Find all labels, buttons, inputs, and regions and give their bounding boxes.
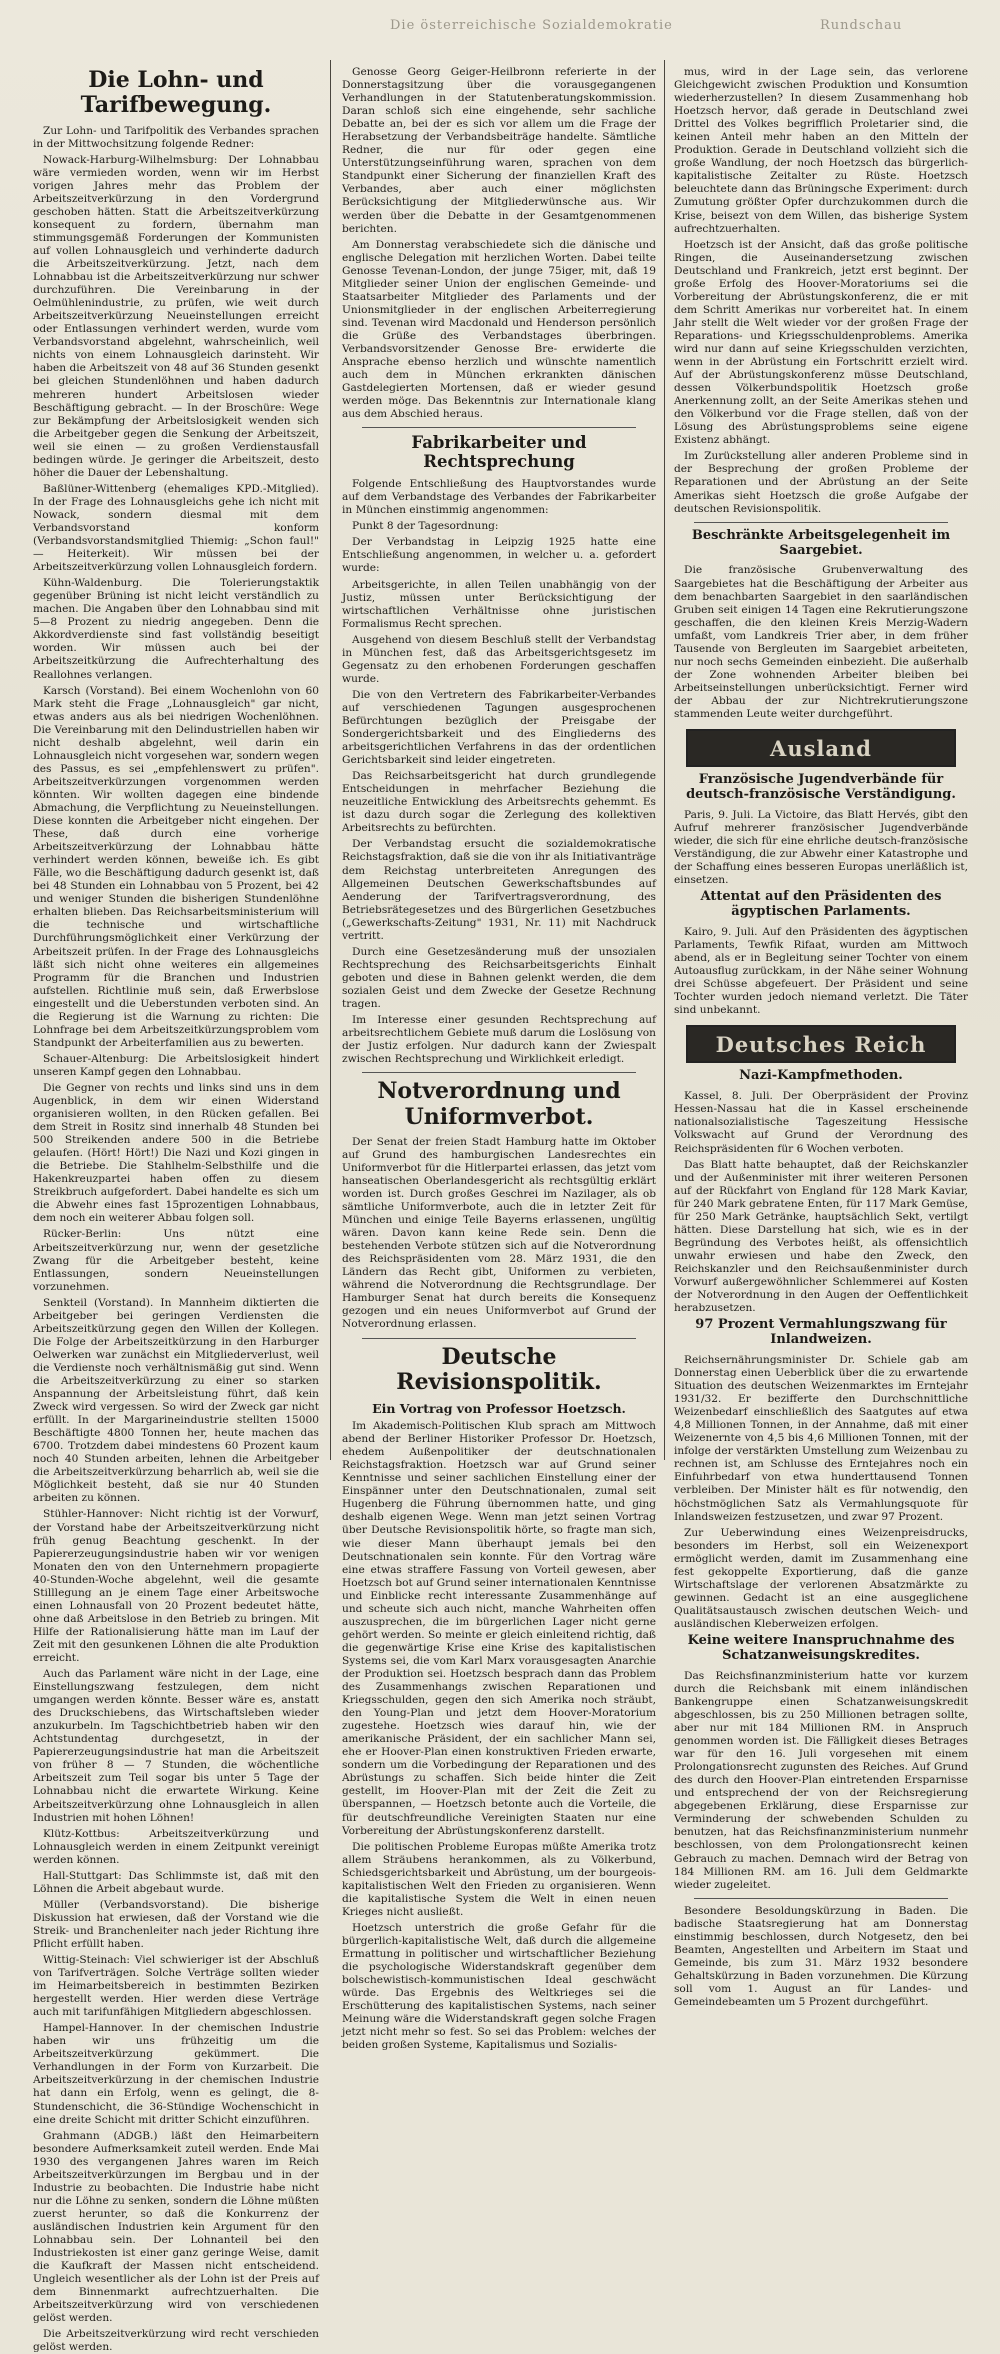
- paragraph: Ausgehend von diesem Beschluß stellt der Verbandstag in München fest, daß das Arbeitsgerichtsgesetz im Gegensatz zu den erhobenen Forderungen geschaffen wurde.: [342, 633, 656, 685]
- paragraph: Schauer-Altenburg: Die Arbeitslosigkeit hindert unseren Kampf gegen den Lohnabbau.: [33, 1052, 319, 1078]
- paragraph: Senkteil (Vorstand). In Mannheim diktierten die Arbeitgeber bei geringen Verdiensten die Arbeitszeitkürzung gegen den Willen der Kollegen. Die Folge der Arbeitszeitkürzung in den Harburger Oelwerken war zunächst ein Mitgliederverlust, weil die Verdienste noch verhältnismäßig gut sind. Wenn die Arbeitszeitverkürzung zu einer so starken Anspannung der Arbeitsleistung führt, daß kein Zweck wird vergessen. So wird der Zweck gar nicht erfüllt. In der Margarineindustrie stellten 15000 Beschäftigte 4800 Tonnen her, heute machen das 6700. Trotzdem dabei mindestens 60 Prozent kaum noch 40 Stunden arbeiten, lehnen die Arbeitgeber die Arbeitszeitverkürzung beharrlich ab, weil sie die Möglichkeit besteht, daß sie nur 40 Stunden arbeiten zu können.: [33, 1296, 319, 1505]
- article-baden: Besondere Besoldungskürzung in Baden. Die badische Staatsregierung hat am Donnerstag einstimmig beschlossen, durch Notgesetz, den bei Beamten, Angestellten und Arbeitern im Staat und Gemeinde, bis zum 31. März 1932 besondere Gehaltskürzung in Baden vorzunehmen. Die Kürzung soll vom 1. August an für Landes- und Gemeindebeamten um 5 Prozent durchgeführt.: [674, 1904, 968, 2008]
- paragraph: Genosse Georg Geiger-Heilbronn referierte in der Donnerstagsitzung über die vorausgegangenen Verhandlungen in der Statutenberatungskommission. Daran schloß sich eine eingehende, sehr sachliche Debatte an, bei der es sich vor allem um die Frage der Herabsetzung der Verbandsbeiträge handelte. Sämtliche Redner, die nur für oder gegen eine Unterstützungseinführung waren, sprachen von dem Standpunkt einer Sicherung der finanziellen Kraft des Verbandes, aber auch einer möglichsten Berücksichtigung der Mitgliederwünsche aus. Wir werden über die Debatte in der Gesamtgenommenen berichten.: [342, 66, 656, 235]
- article-revisionspolitik: [342, 1420, 656, 2052]
- col1-body: [33, 125, 319, 2354]
- paragraph: Karsch (Vorstand). Bei einem Wochenlohn von 60 Mark steht die Frage „Lohnausgleich" gar nicht, etwas anders aus als bei niedrigen Wochenlöhnen. Die Vereinbarung mit den Delindustriellen haben wir nicht deshalb abgelehnt, weil darin ein Lohnausgleich nicht vorgesehen war, sondern wegen des Passus, es sei „empfehlenswert zu prüfen". Arbeitszeitverkürzungen vorgenommen werden könnten. Wir wollten dagegen eine bindende Abmachung, die Verpflichtung zu Neueinstellungen. Diese konnten die Arbeitgeber nicht eingehen. Der These, daß durch eine vorherige Arbeitszeitverkürzung der Lohnabbau hätte verhindert werden können, beweiße ich. Es gibt Fälle, wo die Beschäftigung dadurch gesenkt ist, daß bei 48 Stunden ein Lohnabbau von 5 Prozent, bei 42 und weniger Stunden die bisherigen Stundenlöhne erhalten blieben. Das Reichsarbeitsministerium will die technische und wirtschaftliche Durchführungsmöglichkeit einer Verkürzung der Arbeitszeit prüfen. In der Frage des Lohnausgleichs läßt sich nicht ohne weiteres ein allgemeines Programm für die Branchen und Industrien aufstellen. Richtlinie muß sein, daß Erwerbslose eingestellt und die Ueberstunden verboten sind. An die Regierung ist die Warnung zu richten: Die Lohnfrage bei dem Arbeitszeitkürzungsproblem vom Standpunkt der Arbeiterfamilien aus zu bewerten.: [33, 684, 319, 1049]
- paragraph: Auch das Parlament wäre nicht in der Lage, eine Einstellungszwang festzulegen, dem nicht umgangen werden könnte. Besser wäre es, anstatt des Druckschiebens, das Wirtschaftsleben wieder anzukurbeln. Im Tagschichtbetrieb haben wir den Achtstundentag durchgesetzt, in der Papiererzeugungsindustrie hat man die Arbeitszeit von früher 8 — 7 Stunden, die wöchentliche Arbeitszeit zum Teil sogar bis unter 5 Tage der Lohnabbau nicht die erwartete Wirkung. Keine Arbeitszeitverkürzung ohne Lohnausgleich in allen Industrien mit hohen Löhnen!: [33, 1668, 319, 1824]
- headline-lohnbewegung: Die Lohn- und Tarifbewegung.: [80, 67, 272, 119]
- column-rule: [330, 60, 331, 1460]
- paragraph: Hoetzsch unterstrich die große Gefahr für die bürgerlich-kapitalistische Welt, daß durch die allgemeine Ermattung in politischer und wirtschaftlicher Beziehung die psychologische Widerstandskraft gegenüber dem bolschewistisch-kommunistischen Ideal geschwächt würde. Das Ergebnis des Weltkrieges sei die Erschütterung des kapitalistischen Systems, nach seiner Meinung wäre die Widerstandskraft gegen solche Fragen jetzt nicht mehr so fest. So sei das Problem: welches der beiden großen Systeme, Kapitalismus und Sozialis-: [342, 1921, 656, 2052]
- article-vermahlungszwang: [674, 1354, 968, 1631]
- paragraph: mus, wird in der Lage sein, das verlorene Gleichgewicht zwischen Produktion und Konsumtion wiederherzustellen? In diesem Zusammenhang hob Hoetzsch hervor, daß gerade in Deutschland zwei Drittel des Volkes begrifflich Proletarier sind, die keinen Anteil mehr haben an den Mitteln der Produktion. Gerade in Deutschland vollzieht sich die große Wandlung, der noch Hoetzsch das bürgerlich-kapitalistische Zeitalter zu Rüste. Hoetzsch beleuchtete dann das Brüningsche Experiment: durch Zumutung größter Opfer durchzukommen durch die Krise, beisezt von dem Willen, das bisherige System aufrechtzuerhalten.: [674, 66, 968, 235]
- paragraph: Die von den Vertretern des Fabrikarbeiter-Verbandes auf verschiedenen Tagungen ausgesprochenen Befürchtungen bezüglich der Preisgabe der Sondergerichtsbarkeit und des Eingliederns des arbeitsgerichtlichen Verfahrens in das der ordentlichen Gerichtsbarkeit sind leider eingetreten.: [342, 688, 656, 767]
- bleed-through-text: Rundschau: [820, 18, 903, 33]
- paragraph: Das Reichsarbeitsgericht hat durch grundlegende Entscheidungen in mehrfacher Beziehung die neuzeitliche Entwicklung des Arbeitsrechts gehemmt. Es ist dazu durch sogar die Zerlegung des kollektiven Arbeitsrechts zu befürchten.: [342, 770, 656, 835]
- paragraph: Der Verbandstag in Leipzig 1925 hatte eine Entschließung angenommen, in welcher u. a. gefordert wurde:: [342, 536, 656, 575]
- paragraph: Müller (Verbandsvorstand). Die bisherige Diskussion hat erwiesen, daß der Vorstand wie die Streik- und Branchenleiter nach jeder Richtung ihre Pflicht erfüllt haben.: [33, 1898, 319, 1950]
- divider: [362, 1338, 636, 1339]
- paragraph: Hall-Stuttgart: Das Schlimmste ist, daß mit den Löhnen die Arbeit abgebaut wurde.: [33, 1869, 319, 1895]
- paragraph: Stühler-Hannover: Nicht richtig ist der Vorwurf, der Vorstand habe der Arbeitszeitverkürzung nicht früh genug Beachtung geschenkt. In der Papiererzeugungsindustrie haben wir vor wenigen Monaten den von den Unternehmern propagierte 40-Stunden-Woche abgelehnt, weil die gesamte Stilllegung an je einem Tage einer Arbeitswoche einen Lohnausfall von 20 Prozent bedeutet hätte, ohne daß Arbeitslose in den Betrieb zu bringen. Mit Hilfe der Rationalisierung hätte man im Lauf der Zeit mit den gesunkenen Löhnen die alte Produktion erreicht.: [33, 1508, 319, 1664]
- headline-attentat: Attentat auf den Präsidenten des ägyptischen Parlaments.: [700, 889, 942, 920]
- column-1: [33, 66, 319, 2354]
- headline-fabrikarbeiter: Fabrikarbeiter und Rechtsprechung: [411, 433, 587, 472]
- paragraph: Rücker-Berlin: Uns nützt eine Arbeitszeitverkürzung nur, wenn der gesetzliche Zwang für die Arbeitgeber besteht, keine Entlassungen, sondern Neueinstellungen vorzunehmen.: [33, 1228, 319, 1293]
- paragraph: Grahmann (ADGB.) läßt den Heimarbeitern besondere Aufmerksamkeit zuteil werden. Ende Mai 1930 des vergangenen Jahres waren im Reich Arbeitszeitverkürzungen im Bergbau und in der Industrie zu beobachten. Die Industrie habe nicht nur die Löhne zu senken, sondern die Löhne müßten zuerst herunter, so daß die Konkurrenz der ausländischen Industrien kein Argument für den Lohnabbau sein. Der Lohnanteil bei den Industriekosten ist einer ganz geringe Weise, damit die Kaufkraft der Massen nicht entscheidend. Ungleich wesentlicher als der Lohn ist der Preis auf dem Binnenmarkt aufrechtzuerhalten. Die Arbeitszeitverkürzung wird von verschiedenen gelöst werden.: [33, 2129, 319, 2325]
- paragraph: Kassel, 8. Juli. Der Oberpräsident der Provinz Hessen-Nassau hat die in Kassel erscheinende nationalsozialistische Tageszeitung Hessische Volkswacht auf Grund der Verordnung des Reichspräsidenten für 6 Wochen verboten.: [674, 1090, 968, 1155]
- paragraph: Paris, 9. Juli. La Victoire, das Blatt Hervés, gibt den Aufruf mehrerer französischer Jugendverbände wieder, die sich für eine ehrliche deutsch-französische Verständigung, die zur Abwehr einer Katastrophe und der Schaffung eines besseren Europas unerläßlich ist, einsetzen.: [674, 808, 968, 887]
- paragraph: Baßlüner-Wittenberg (ehemaliges KPD.-Mitglied). In der Frage des Lohnausgleichs gehe ich nicht mit Nowack, sondern diesmal mit dem Verbandsvorstand konform (Verbandsvorstandsmitglied Thiemig: „Schon faul!" — Heiterkeit). Wir müssen bei der Arbeitszeitverkürzung vollen Lohnausgleich fordern.: [33, 482, 319, 574]
- column-3: [674, 66, 968, 2008]
- headline-jugendverbaende: Französische Jugendverbände für deutsch-französische Verständigung.: [686, 772, 956, 802]
- paragraph: Hoetzsch ist der Ansicht, daß das große politische Ringen, die Auseinandersetzung zwischen Deutschland und Frankreich, jetzt erst beginnt. Der große Erfolg des Hoover-Moratoriums sei die Vorbereitung der Abrüstungskonferenz, die er mit dem Schritt Amerikas nur vorbereitet hat. In einem Jahr stellt die Welt wieder vor der großen Frage der Reparations- und Kriegsschuldenproblems. Amerika wird nur dann auf seine Kriegsschulden verzichten, wenn in der Abrüstung ein Fortschritt erzielt wird. Auf der Abrüstungskonferenz müsse Deutschland, dessen Völkerbundspolitik Hoetzsch große Anerkennung zollt, an der Seite Amerikas stehen und den Völkerbund vor die Frage stellen, daß von der Lösung des Abrüstungsproblems seine eigene Existenz abhängt.: [674, 238, 968, 447]
- section-banner-deutsches-reich: Deutsches Reich: [686, 1025, 956, 1063]
- paragraph: Die französische Grubenverwaltung des Saargebietes hat die Beschäftigung der Arbeiter aus dem benachbarten Saargebiet in den saarländischen Gruben seit einigen 14 Tagen eine Rekrutierungszone geschaffen, die den kleinen Kreis Merzig-Wadern umfaßt, vom Landkreis Trier aber, in dem früher Tausende von Bergleuten im Saargebiet arbeiteten, nur noch sechs Gemeinden einbezieht. Die außerhalb der Zone wohnenden Arbeiter bleiben bei Arbeitseinstellungen unberücksichtigt. Ferner wird der Abbau der zur Nichtrekrutierungszone stammenden Leute weiter durchgeführt.: [674, 564, 968, 720]
- paragraph: Der Senat der freien Stadt Hamburg hatte im Oktober auf Grund des hamburgischen Landesrechtes ein Uniformverbot für die Hitlerpartei erlassen, das jetzt vom hanseatischen Oberlandesgericht als rechtsgültig erklärt worden ist. Durch großes Geschrei im Nazilager, als ob sämtliche Uniformverbote, auch die in letzter Zeit für München und einige Teile Bayerns erlassenen, ungültig wären. Davon kann keine Rede sein. Denn die bestehenden Verbote stützen sich auf die Notverordnung des Reichspräsidenten vom 28. März 1931, die den Ländern das Recht gibt, Uniformen zu verbieten, während die Notverordnung die Rechtsgrundlage. Der Hamburger Senat hat durch bereits die Konsequenz gezogen und ein neues Uniformverbot auf Grund der Notverordnung erlassen.: [342, 1135, 656, 1331]
- paragraph: Die Gegner von rechts und links sind uns in dem Augenblick, in dem wir einen Widerstand organisieren wollten, in den Rücken gefallen. Bei dem Streit in Rositz sind innerhalb 48 Stunden bei 500 Streikenden andere 500 in die Betriebe gelaufen. (Hört! Hört!) Die Nazi und Kozi gingen in die Betriebe. Die Stahlhelm-Selbsthilfe und die Hakenkreuzpartei haben offen zu diesem Streikbruch aufgefordert. Dabei handelte es sich um die Abwehr eines fast 15prozentigen Lohnabbaus, dem noch ein weiterer Abbau folgen soll.: [33, 1081, 319, 1225]
- headline-saargebiet: Beschränkte Arbeitsgelegenheit im Saargebiet.: [691, 527, 951, 558]
- paragraph: Im Akademisch-Politischen Klub sprach am Mittwoch abend der Berliner Historiker Professor Dr. Hoetzsch, ehedem Außenpolitiker der deutschnationalen Reichstagsfraktion. Hoetzsch war auf Grund seiner Kenntnisse und seiner sachlichen Einstellung einer der Einspänner unter den Deutschnationalen, zumal seit Hugenberg die Führung übernommen hatte, und ging deshalb eigenen Wege. Wenn man jetzt seinen Vortrag über Deutsche Revisionspolitik hörte, so fragte man sich, wie dieser Mann überhaupt jemals bei den Deutschnationalen sein konnte. Für den Vortrag wäre eine etwas straffere Fassung von Vorteil gewesen, aber Hoetzsch bot auf Grund seiner internationalen Kenntnisse und Einblicke recht interessante Zusammenhänge auf und scheute sich auch nicht, manche Wahrheiten offen auszusprechen, die im bürgerlichen Lager nicht gerne gehört werden. So meinte er gleich einleitend richtig, daß die gegenwärtige Krise eine Krise des kapitalistischen Systems sei, die vom Karl Marx vorausgesagten Anarchie der Produktion sei. Hoetzsch besprach dann das Problem des Zusammenhangs zwischen Reparationen und Kriegsschulden, gegen den sich Amerika noch sträubt, den Young-Plan und jetzt dem Hoover-Moratorium zugestehe. Hoetzsch wies darauf hin, wie der amerikanische Präsident, der ein sachlicher Mann sei, ehe er Hoover-Plan einen konstruktiven Frieden erwarte, sondern um die Vorbedingung der Reparationen und des Abrüstungs zu schaffen. Sich beide hinter die Zeit gestellt, im Hoover-Plan mit der Zeit die Zeit zu überspannen, — Hoetzsch betonte auch die Vorteile, die für deutschfreundliche Vereinigten Staaten nur eine Vorbereitung der Abrüstungskonferenz darstellt.: [342, 1420, 656, 1837]
- col2-intro: [342, 66, 656, 421]
- paragraph: Folgende Entschließung des Hauptvorstandes wurde auf dem Verbandstage des Verbandes der Fabrikarbeiter in München einstimmig angenommen:: [342, 478, 656, 517]
- paragraph: Kühn-Waldenburg. Die Tolerierungstaktik gegenüber Brüning ist nicht leicht verständlich zu machen. Die Angaben über den Lohnabbau sind mit 5—8 Prozent zu niedrig angegeben. Denn die Akkordverdienste sind fast vollständig beseitigt worden. Wir müssen auch bei der Arbeitszeitkürzung die Aufrechterhaltung des Reallohnes verlangen.: [33, 577, 319, 681]
- paragraph: Klütz-Kottbus: Arbeitszeitverkürzung und Lohnausgleich werden in einem Zeitpunkt vereinigt werden können.: [33, 1827, 319, 1866]
- paragraph: Die politischen Probleme Europas müßte Amerika trotz allem Sträubens herankommen, als zu Völkerbund, Schiedsgerichtsbarkeit und Abrüstung, um der bourgeois-kapitalistischen Welt den Frieden zu organisieren. Wenn die kapitalistische System die Welt in einen neuen Krieges nicht ausließt.: [342, 1840, 656, 1918]
- article-fabrikarbeiter: [342, 478, 656, 1066]
- paragraph: Durch eine Gesetzesänderung muß der unsozialen Rechtsprechung des Reichsarbeitsgerichts Einhalt geboten und diese in Bahnen gelenkt werden, die dem sozialen Geist und dem Zwecke der Gesetze Rechnung tragen.: [342, 945, 656, 1010]
- column-rule: [664, 60, 665, 1460]
- headline-notverordnung: Notverordnung und Uniformverbot.: [377, 1078, 621, 1130]
- article-attentat: [674, 926, 968, 1017]
- headline-vermahlungszwang: 97 Prozent Vermahlungszwang für Inlandweizen.: [695, 1317, 947, 1348]
- paragraph: Am Donnerstag verabschiedete sich die dänische und englische Delegation mit herzlichen Worten. Dabei teilte Genosse Tevenan-London, der junge 75iger, mit, daß 19 Mitglieder seiner Union der englischen Gemeinde- und Staatsarbeiter Mitglieder des Parlaments und der Unionsmitglieder in der englischen Arbeiterregierung sind. Tevenan wird Macdonald und Henderson persönlich die Grüße des Verbandstages überbringen. Verbandsvorsitzender Genosse Bre- erwiderte die Ansprache ebenso herzlich und wünschte namentlich auch dem in München erkrankten dänischen Gastdelegierten Mortensen, daß er wieder gesund werden möge. Das Bekenntnis zur Internationale klang aus dem Abschied heraus.: [342, 238, 656, 421]
- paragraph: Zur Ueberwindung eines Weizenpreisdrucks, besonders im Herbst, soll ein Weizenexport ermöglicht werden, damit im Zusammenhang eine fest gekoppelte Exportierung, daß die ganze Wirtschaftslage der verlorenen Absatzmärkte zu gewinnen. Gedacht ist an eine ausgeglichene Qualitätsaustausch zwischen deutschen Weich- und ausländischen Kleberweizen erfolgen.: [674, 1526, 968, 1630]
- divider: [362, 1072, 636, 1073]
- paragraph: Zur Lohn- und Tarifpolitik des Verbandes sprachen in der Mittwochsitzung folgende Redner:: [33, 124, 319, 150]
- divider: [694, 1898, 948, 1899]
- article-schatzanweisung: [674, 1670, 968, 1892]
- divider: [694, 522, 948, 523]
- paragraph: Der Verbandstag ersucht die sozialdemokratische Reichstagsfraktion, daß sie die von ihr als Initiativanträge dem Reichstag unterbreiteten Anregungen des Allgemeinen Deutschen Gewerkschaftsbundes auf Aenderung der Tarifvertragsverordnung, des Betriebsrätegesetzes und des Bürgerlichen Gesetzbuches („Gewerkschafts-Zeitung" 1931, Nr. 11) mit Nachdruck vertritt.: [342, 838, 656, 942]
- paragraph: Im Interesse einer gesunden Rechtsprechung auf arbeitsrechtlichem Gebiete muß darum die Loslösung von der Justiz erfolgen. Nur dadurch kann der Zwiespalt zwischen Rechtsprechung und Wirklichkeit erledigt.: [342, 1014, 656, 1066]
- paragraph: Nowack-Harburg-Wilhelmsburg: Der Lohnabbau wäre vermieden worden, wenn wir im Herbst vorigen Jahres mehr das Problem der Arbeitszeitverkürzung in den Vordergrund geschoben hätten. Statt die Arbeitszeitverkürzung konsequent zu fordern, übernahm man stimmungsgemäß Forderungen der Kommunisten auf vollen Lohnausgleich und verhinderte dadurch die Arbeitszeitverkürzung. Jetzt, nach dem Lohnabbau ist die Arbeitszeitverkürzung nur schwer durchzuführen. Die Vereinbarung in der Oelmühlenindustrie, zu prüfen, wie weit durch Arbeitszeitverkürzung Neueinstellungen erreicht oder Entlassungen verhindert werden, wurde vom Verbandsvorstand abgelehnt, wahrscheinlich, weil nichts von einem Lohnausgleich darinsteht. Wir haben die Arbeitszeit von 48 auf 36 Stunden gesenkt bei gleichen Stundenlöhnen und haben dadurch mehreren hundert Arbeitslosen wieder Beschäftigung gebracht. — In der Broschüre: Wege zur Bekämpfung der Arbeitslosigkeit wenden sich die Arbeitgeber gegen die Senkung der Arbeitszeit, weil sie einen — zu großen Verdienstausfall bedingen würde. Je geringer die Arbeitszeit, desto höher die Dauer der Lebenshaltung.: [33, 153, 319, 479]
- article-nazi-kampfmethoden: [674, 1090, 968, 1315]
- article-jugendverbaende: [674, 809, 968, 887]
- paragraph: Das Blatt hatte behauptet, daß der Reichskanzler und der Außenminister mit ihrer weiteren Personen auf der Rückfahrt von England für 128 Mark Kaviar, für 240 Mark gebratene Enten, für 117 Mark Gemüse, für 250 Mark Getränke, hauptsächlich Sekt, vertilgt hätten. Diese Darstellung hat sich, wie es in der Begründung des Verbotes heißt, als offensichtlich unwahr erwiesen und habe den Zweck, den Reichskanzler und den Reichsaußenminister durch Vorwurf außergewöhnlicher Schlemmerei auf Kosten der Notverordnung in den Augen der Oeffentlichkeit herabzusetzen.: [674, 1158, 968, 1315]
- paragraph: Hampel-Hannover. In der chemischen Industrie haben wir uns frühzeitig um die Arbeitszeitverkürzung gekümmert. Die Verhandlungen in der Form von Kurzarbeit. Die Arbeitszeitverkürzung in der chemischen Industrie hat dann ein Erfolg, wenn es gelingt, die 8-Stundenschicht, die 36-Stündige Wochenschicht in eine dreite Schicht mit dritter Schicht einzuführen.: [33, 2022, 319, 2126]
- section-banner-ausland: Ausland: [686, 729, 956, 767]
- paragraph: Im Zurückstellung aller anderen Probleme sind in der Besprechung der großen Probleme der Reparationen und der Abrüstung an der Seite Amerikas sieht Hoetzsch die große Aufgabe der deutschen Revisionspolitik.: [674, 450, 968, 515]
- article-saargebiet: [674, 564, 968, 721]
- headline-revisionspolitik: Deutsche Revisionspolitik.: [396, 1343, 602, 1395]
- paragraph: Wittig-Steinach: Viel schwieriger ist der Abschluß von Tarifverträgen. Solche Verträge sollten wieder im Heimarbeitsbereich in bestimmten Bezirken hergestellt werden. Hier werden diese Verträge auch mit tarifunfähigen Mitgliedern abgeschlossen.: [33, 1954, 319, 2019]
- col3-intro: [674, 66, 968, 516]
- paragraph: Die Arbeitszeitverkürzung wird recht verschieden gelöst werden.: [33, 2328, 319, 2354]
- paragraph: Arbeitsgerichte, in allen Teilen unabhängig von der Justiz, müssen unter Berücksichtigung der wirtschaftlichen Verhältnisse ohne juristischen Formalismus Recht sprechen.: [342, 578, 656, 630]
- divider: [362, 427, 636, 428]
- bleed-through-text: Die österreichische Sozialdemokratie: [390, 18, 673, 33]
- article-notverordnung: [342, 1136, 656, 1332]
- paragraph: Reichsernährungsminister Dr. Schiele gab am Donnerstag einen Ueberblick über die zu erwartende Situation des deutschen Weizenmarktes im Erntejahr 1931/32. Er bezifferte den Durchschnittliche Weizenbedarf einschließlich des Saatgutes auf etwa 4,8 Millionen Tonnen, in der Annahme, daß mit einer Weizenernte von 4,5 bis 4,6 Millionen Tonnen, mit der infolge der verstärkten Umstellung zum Weizenbau zu rechnen ist, am Schlusse des Erntejahres noch ein Einfuhrbedarf von etwa hunderttausend Tonnen verbleiben. Der Minister hält es für notwendig, den höchstmöglichen Satz als Vermahlungsquote für Inlandsweizen festzusetzen, und zwar 97 Prozent.: [674, 1354, 968, 1523]
- paragraph: Das Reichsfinanzministerium hatte vor kurzem durch die Reichsbank mit einem inländischen Bankengruppe einen Schatzanweisungskredit abgeschlossen, bis zu 250 Millionen betragen sollte, aber nur mit 184 Millionen RM. in Anspruch genommen worden ist. Die Fälligkeit dieses Betrages war für den 16. Juli vorgesehen mit einem Prolongationsrecht zugunsten des Reiches. Auf Grund des durch den Hoover-Plan eintretenden Ersparnisse und entsprechend der von der Reichsregierung abgegebenen Erklärung, diese Ersparnisse zur Verminderung der schwebenden Schulden zu benutzen, hat das Reichsfinanzministerium nunmehr beschlossen, von dem Prolongationsrecht keinen Gebrauch zu machen. Demnach wird der Betrag von 184 Millionen RM. am 16. Juli dem Geldmarkte wieder zugeleitet.: [674, 1669, 968, 1891]
- subheadline-hoetzsch: Ein Vortrag von Professor Hoetzsch.: [372, 1401, 626, 1417]
- paragraph: Punkt 8 der Tagesordnung:: [352, 520, 499, 533]
- headline-schatzanweisung: Keine weitere Inanspruchnahme des Schatzanweisungskredites.: [687, 1632, 955, 1663]
- headline-nazi-kampfmethoden: Nazi-Kampfmethoden.: [739, 1068, 903, 1084]
- column-2: [342, 66, 656, 2052]
- paragraph: Kairo, 9. Juli. Auf den Präsidenten des ägyptischen Parlaments, Tewfik Rifaat, wurden am Mittwoch abend, als er in Begleitung seiner Tochter von einem Autoausflug zurückkam, in der Nähe seiner Wohnung drei Schüsse abgefeuert. Der Präsident und seine Tochter wurden jedoch niemand verletzt. Die Täter sind unbekannt.: [674, 926, 968, 1017]
